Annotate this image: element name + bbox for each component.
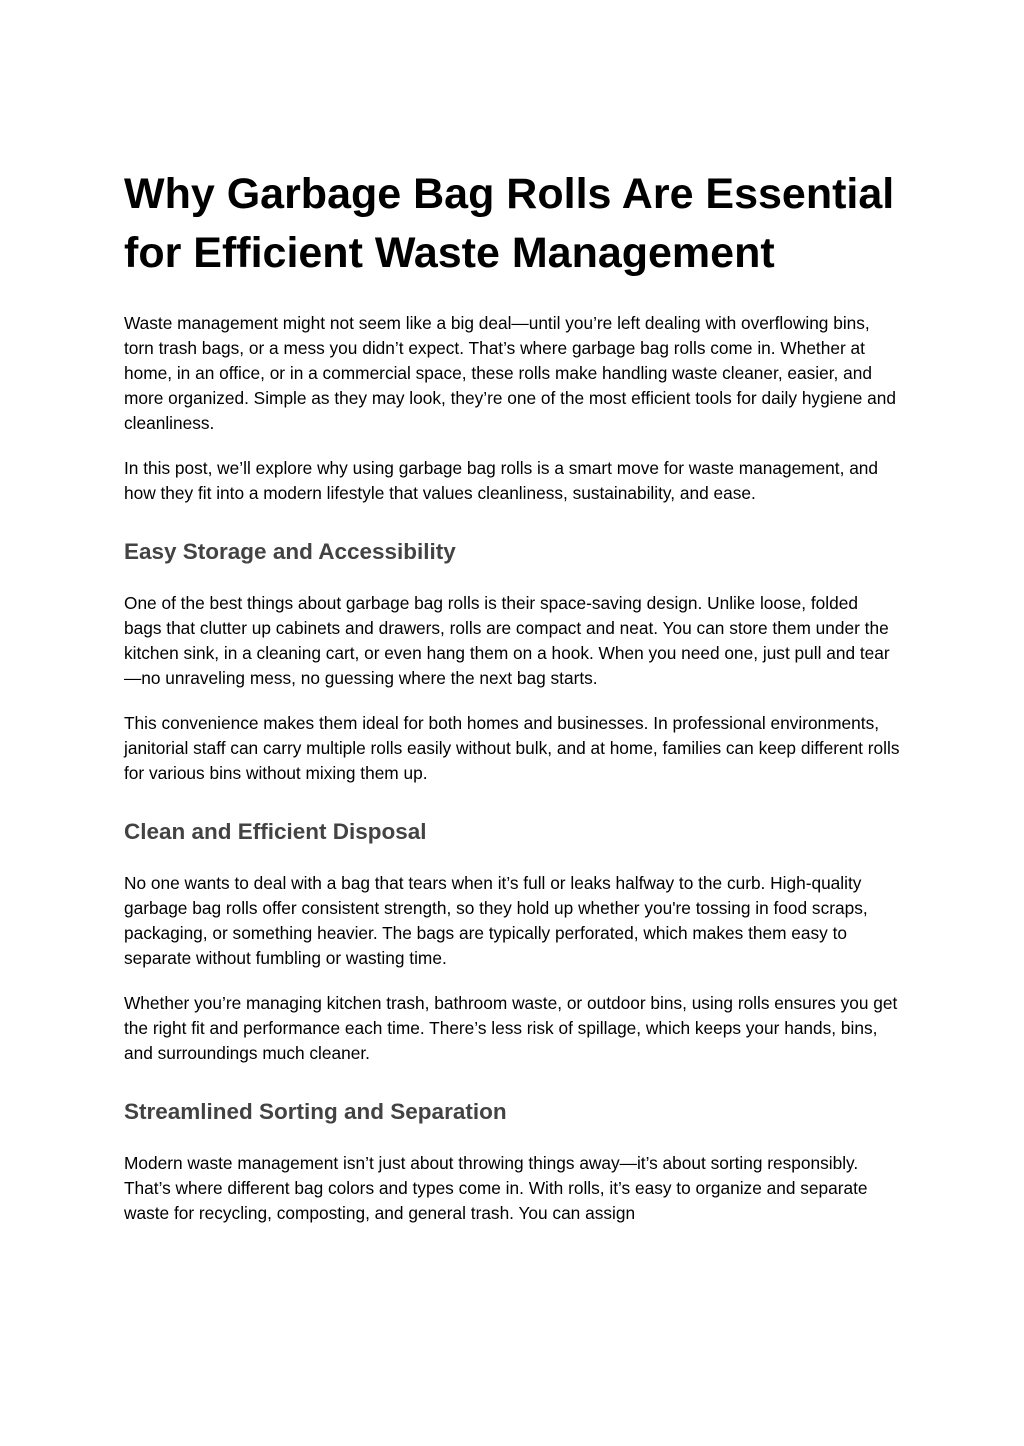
section-paragraph: No one wants to deal with a bag that tears when it’s full or leaks halfway to the curb. High-quality garbage bag rolls offer consistent strength, so they hold up whether you're tossing in food scraps, packaging, or something heavier. The bags are typically perforated, which makes them easy to separate without fumbling or wasting time. [124, 873, 868, 968]
section-heading: Streamlined Sorting and Separation [124, 1099, 507, 1124]
section-heading: Clean and Efficient Disposal [124, 819, 427, 844]
section-paragraph: This convenience makes them ideal for both homes and businesses. In professional environments, janitorial staff can carry multiple rolls easily without bulk, and at home, families can keep different rolls for various bins without mixing them up. [124, 713, 900, 783]
document-title: Why Garbage Bag Rolls Are Essential for Efficient Waste Management [124, 170, 895, 277]
section-clean-disposal [124, 817, 900, 1066]
intro-paragraph-1: Waste management might not seem like a big deal—until you’re left dealing with overflowing bins, torn trash bags, or a mess you didn’t expect. That’s where garbage bag rolls come in. Whether at home, in an office, or in a commercial space, these rolls make handling waste cleaner, easier, and more organized. Simple as they may look, they’re one of the most efficient tools for daily hygiene and cleanliness. [124, 313, 896, 433]
section-paragraph: Modern waste management isn’t just about throwing things away—it’s about sorting responsibly. That’s where different bag colors and types come in. With rolls, it’s easy to organize and separate waste for recycling, composting, and general trash. You can assign [124, 1153, 868, 1223]
section-easy-storage [124, 537, 900, 786]
section-sorting-separation [124, 1097, 900, 1226]
intro-paragraph-2: In this post, we’ll explore why using garbage bag rolls is a smart move for waste management, and how they fit into a modern lifestyle that values cleanliness, sustainability, and ease. [124, 458, 879, 503]
section-paragraph: One of the best things about garbage bag rolls is their space-saving design. Unlike loose, folded bags that clutter up cabinets and drawers, rolls are compact and neat. You can store them under the kitchen sink, in a cleaning cart, or even hang them on a hook. When you need one, just pull and tear—no unraveling mess, no guessing where the next bag starts. [124, 593, 890, 688]
section-paragraph: Whether you’re managing kitchen trash, bathroom waste, or outdoor bins, using rolls ensures you get the right fit and performance each time. There’s less risk of spillage, which keeps your hands, bins, and surroundings much cleaner. [124, 993, 898, 1063]
section-heading: Easy Storage and Accessibility [124, 539, 456, 564]
document-body [124, 165, 900, 1246]
